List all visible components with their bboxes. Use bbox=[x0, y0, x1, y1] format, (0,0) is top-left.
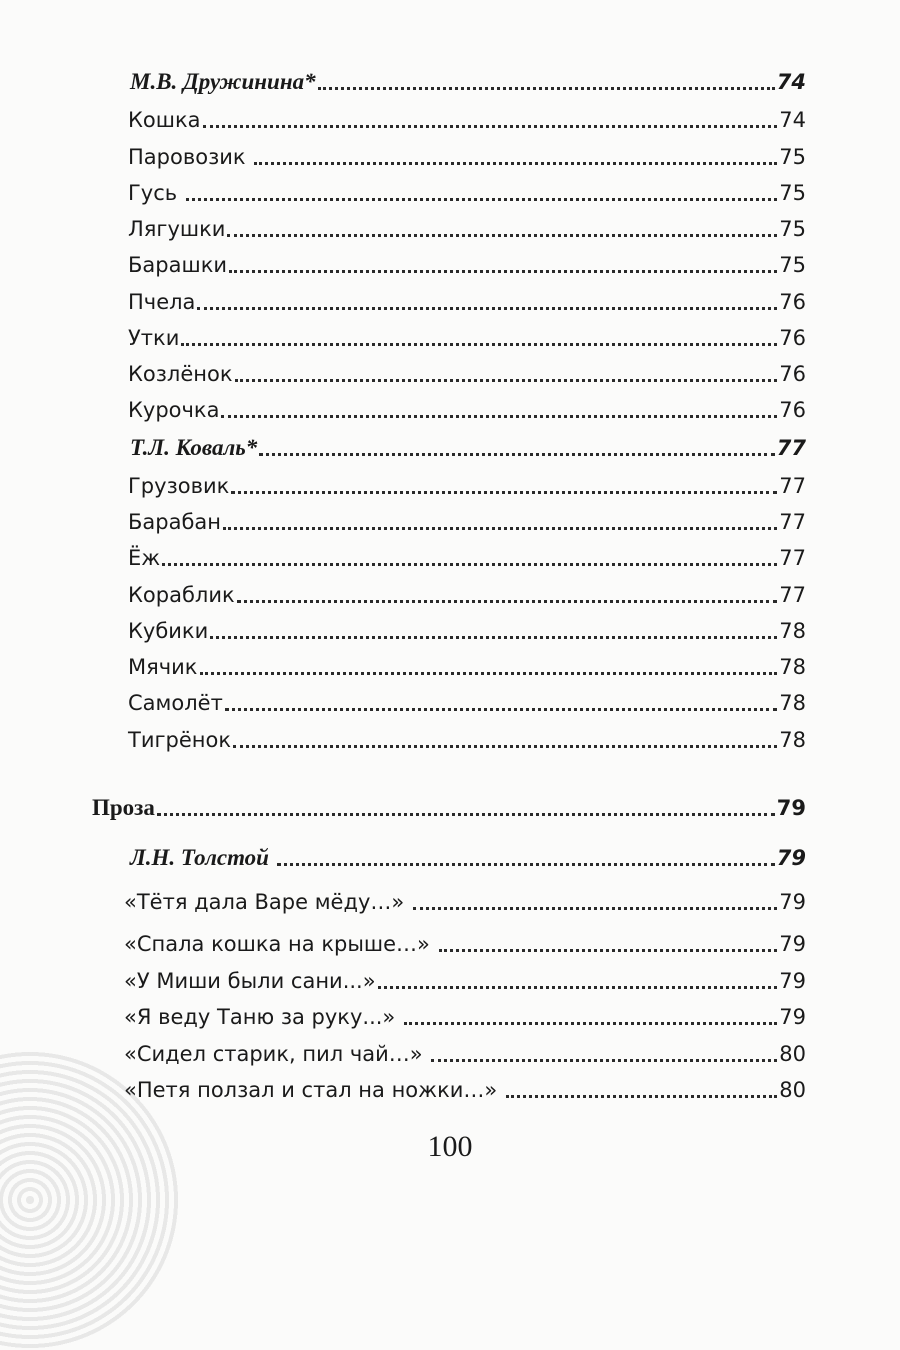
toc-entry bbox=[128, 100, 806, 134]
toc-entry-title: Кубики bbox=[128, 619, 209, 643]
toc-entry-page: 79 bbox=[779, 932, 806, 956]
toc-entry-title: Грузовик bbox=[128, 474, 230, 498]
toc-entry-page: 75 bbox=[779, 145, 806, 169]
toc-entry-page: 76 bbox=[779, 362, 806, 386]
dot-leader bbox=[197, 306, 777, 310]
page-number: 100 bbox=[427, 1130, 473, 1163]
dot-leader bbox=[231, 490, 777, 494]
toc-entry bbox=[124, 1034, 806, 1068]
toc-entry-title: Мячик bbox=[128, 655, 198, 679]
toc-entry-title: Пчела bbox=[128, 290, 196, 314]
dot-leader bbox=[413, 906, 777, 910]
toc-entry-title: М.В. Дружинина* bbox=[130, 69, 316, 94]
toc-entry bbox=[124, 997, 806, 1031]
toc-entry-title: Курочка bbox=[128, 398, 220, 422]
toc-entry-title: «У Миши были сани...» bbox=[124, 969, 376, 993]
toc-entry-title: «Тётя дала Варе мёду…» bbox=[124, 890, 411, 914]
dot-leader bbox=[318, 86, 775, 90]
dot-leader bbox=[210, 635, 777, 639]
toc-entry bbox=[128, 282, 806, 316]
toc-entry-page: 76 bbox=[779, 290, 806, 314]
toc-entry-title: Кошка bbox=[128, 108, 201, 132]
dot-leader bbox=[431, 1058, 777, 1062]
dot-leader bbox=[378, 985, 778, 989]
toc-entry-page: 79 bbox=[779, 890, 806, 914]
toc-entry bbox=[128, 209, 806, 243]
toc-entry-page: 77 bbox=[779, 474, 806, 498]
toc-entry bbox=[128, 611, 806, 645]
toc-entry bbox=[124, 961, 806, 995]
dot-leader bbox=[203, 124, 778, 128]
toc-entry-title: «Петя ползал и стал на ножки…» bbox=[124, 1078, 504, 1102]
dot-leader bbox=[506, 1094, 777, 1098]
toc-entry-page: 77 bbox=[776, 436, 806, 460]
toc-entry-title: Барашки bbox=[128, 253, 228, 277]
dot-leader bbox=[277, 862, 775, 866]
toc-entry-title: Барабан bbox=[128, 510, 222, 534]
dot-leader bbox=[157, 812, 775, 816]
toc-entry-page: 78 bbox=[779, 691, 806, 715]
toc-entry-page: 79 bbox=[776, 846, 806, 870]
toc-entry bbox=[130, 62, 806, 96]
toc-entry bbox=[128, 354, 806, 388]
toc-entry-title: «Спала кошка на крыше…» bbox=[124, 932, 437, 956]
toc-entry-page: 79 bbox=[776, 796, 806, 820]
dot-leader bbox=[221, 414, 777, 418]
dot-leader bbox=[237, 599, 778, 603]
toc-entry-title: «Сидел старик, пил чай…» bbox=[124, 1042, 430, 1066]
dot-leader bbox=[259, 452, 774, 456]
toc-entry-page: 80 bbox=[779, 1078, 806, 1102]
toc-entry bbox=[128, 502, 806, 536]
toc-entry-page: 79 bbox=[779, 969, 806, 993]
dot-leader bbox=[225, 707, 777, 711]
dot-leader bbox=[186, 197, 777, 201]
toc-entry-page: 80 bbox=[779, 1042, 806, 1066]
toc-entry bbox=[128, 466, 806, 500]
toc-entry bbox=[128, 245, 806, 279]
toc-entry-page: 77 bbox=[779, 546, 806, 570]
toc-entry-page: 76 bbox=[779, 398, 806, 422]
toc-entry bbox=[124, 1070, 806, 1104]
toc-entry-page: 78 bbox=[779, 619, 806, 643]
dot-leader bbox=[404, 1021, 777, 1025]
toc-entry bbox=[128, 390, 806, 424]
toc-entry-page: 77 bbox=[779, 583, 806, 607]
toc-entry-page: 76 bbox=[779, 326, 806, 350]
toc-entry-title: Утки bbox=[128, 326, 180, 350]
toc-entry bbox=[124, 882, 806, 916]
toc-entry bbox=[128, 538, 806, 572]
toc-entry-title: Т.Л. Коваль* bbox=[130, 435, 258, 460]
toc-entry-title: «Я веду Таню за руку...» bbox=[124, 1005, 402, 1029]
toc-entry-title: Самолёт bbox=[128, 691, 223, 715]
toc-entry bbox=[128, 720, 806, 754]
toc-entry-title: Л.Н. Толстой bbox=[130, 845, 275, 870]
toc-entry-title: Кораблик bbox=[128, 583, 235, 607]
dot-leader bbox=[227, 233, 777, 237]
toc-entry-title: Проза bbox=[92, 795, 155, 820]
toc-entry bbox=[128, 575, 806, 609]
toc-entry-page: 74 bbox=[779, 108, 806, 132]
toc-entry bbox=[128, 647, 806, 681]
dot-leader bbox=[162, 562, 777, 566]
dot-leader bbox=[235, 378, 778, 382]
toc-entry-title: Козлёнок bbox=[128, 362, 233, 386]
toc-entry bbox=[92, 788, 806, 822]
toc-entry-page: 79 bbox=[779, 1005, 806, 1029]
toc-entry-page: 78 bbox=[779, 655, 806, 679]
toc-entry bbox=[130, 838, 806, 872]
toc-entry-page: 77 bbox=[779, 510, 806, 534]
dot-leader bbox=[233, 744, 777, 748]
toc-entry-page: 75 bbox=[779, 181, 806, 205]
toc-entry bbox=[130, 428, 806, 462]
dot-leader bbox=[223, 526, 777, 530]
toc-entry-page: 74 bbox=[776, 70, 806, 94]
toc-entry-title: Ёж bbox=[128, 546, 161, 570]
toc-entry-title: Лягушки bbox=[128, 217, 226, 241]
toc-entry-title: Гусь bbox=[128, 181, 184, 205]
dot-leader bbox=[181, 342, 777, 346]
toc-entry-page: 75 bbox=[779, 253, 806, 277]
toc-entry bbox=[128, 137, 806, 171]
toc-entry bbox=[128, 173, 806, 207]
toc-entry bbox=[128, 683, 806, 717]
dot-leader bbox=[200, 671, 778, 675]
toc-entry bbox=[124, 924, 806, 958]
toc-entry-page: 75 bbox=[779, 217, 806, 241]
toc-entry-title: Тигрёнок bbox=[128, 728, 232, 752]
toc-entry bbox=[128, 318, 806, 352]
dot-leader bbox=[439, 948, 778, 952]
dot-leader bbox=[254, 161, 777, 165]
toc-entry-title: Паровозик bbox=[128, 145, 253, 169]
toc-entry-page: 78 bbox=[779, 728, 806, 752]
dot-leader bbox=[229, 269, 777, 273]
